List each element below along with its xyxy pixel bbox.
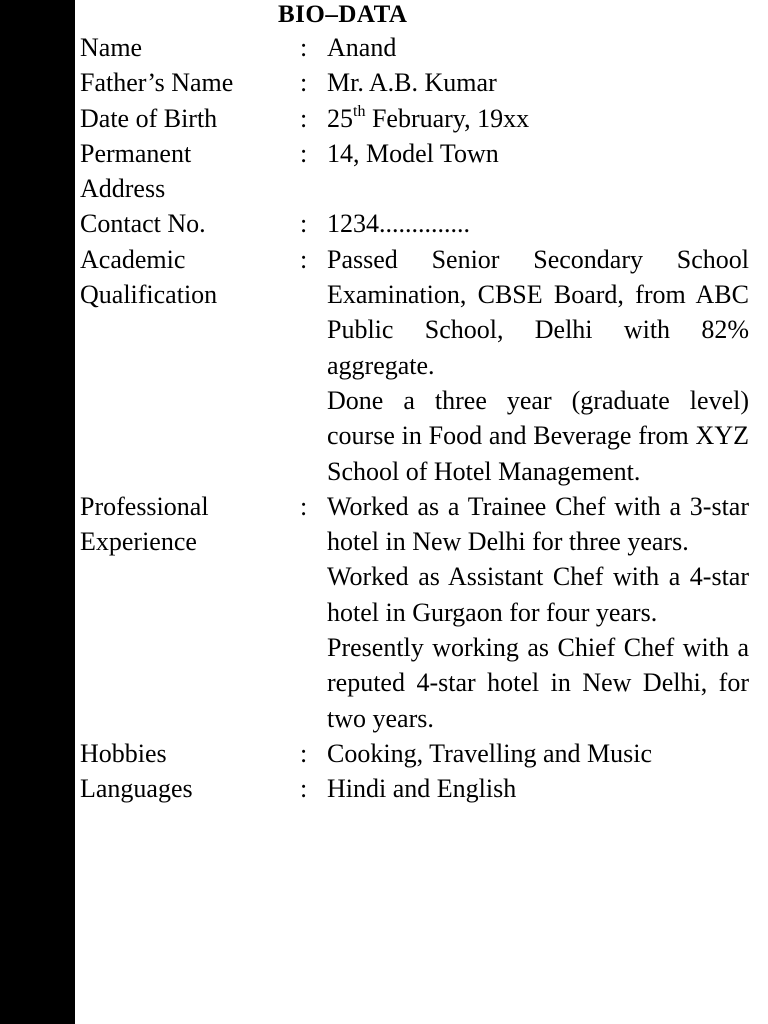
field-colon: : — [300, 68, 308, 98]
field-row-father-name — [80, 65, 752, 100]
field-value-name: Anand — [327, 33, 397, 62]
field-colon: : — [300, 103, 308, 133]
field-value-father-name: Mr. A.B. Kumar — [327, 68, 497, 98]
field-label-contact-no: Contact No. — [80, 209, 206, 239]
field-label-professional-experience: Professional Experience — [80, 491, 209, 557]
field-label-academic-qualification: Academic Qualification — [80, 244, 218, 310]
field-label-hobbies: Hobbies — [80, 738, 167, 768]
field-value-hobbies — [327, 736, 749, 771]
field-colon: : — [300, 138, 308, 168]
field-label-father-name: Father’s Name — [80, 68, 234, 98]
field-row-professional-experience — [80, 489, 752, 736]
document-title: BIO–DATA — [278, 1, 408, 28]
dob-day: 25 — [327, 103, 353, 133]
experience-paragraph: Worked as a Trainee Chef with a 3-star hotel in New Delhi for three years. — [327, 491, 749, 557]
field-row-hobbies — [80, 736, 752, 771]
field-row-date-of-birth — [80, 101, 752, 136]
field-colon: : — [300, 491, 308, 521]
field-row-academic-qualification — [80, 242, 752, 489]
field-value-professional-experience — [327, 489, 749, 736]
dob-ordinal-suffix: th — [353, 102, 366, 120]
field-label-permanent-address: Permanent Address — [80, 138, 192, 204]
field-label-languages: Languages — [80, 774, 193, 804]
field-colon: : — [300, 244, 308, 274]
scan-border-left — [0, 0, 75, 1024]
field-colon: : — [300, 774, 308, 804]
field-colon: : — [300, 738, 308, 768]
field-row-permanent-address — [80, 136, 752, 207]
field-label-date-of-birth: Date of Birth — [80, 103, 218, 133]
academic-paragraph: Passed Senior Secondary School Examination, CBSE Board, from ABC Public School, Delhi with 82% aggregate. — [327, 244, 749, 380]
dob-month-year: February, 19xx — [365, 103, 530, 133]
field-colon: : — [300, 209, 308, 239]
experience-paragraph: Worked as Assistant Chef with a 4-star hotel in Gurgaon for four years. — [327, 562, 749, 627]
field-colon: : — [300, 33, 308, 62]
field-value-contact-no: 1234.............. — [327, 209, 470, 239]
field-row-name — [80, 30, 752, 65]
experience-paragraph: Presently working as Chief Chef with a reputed 4-star hotel in New Delhi, for two years. — [327, 633, 749, 733]
bio-data-fields — [80, 30, 752, 807]
academic-paragraph: Done a three year (graduate level) course in Food and Beverage from XYZ School of Hotel Management. — [327, 385, 749, 486]
field-row-languages — [80, 771, 752, 806]
hobbies-text: Cooking, Travelling and Music — [327, 738, 653, 768]
field-value-permanent-address: 14, Model Town — [327, 138, 499, 168]
field-label-name: Name — [80, 33, 143, 62]
field-row-contact-no — [80, 206, 752, 241]
field-value-date-of-birth — [327, 101, 749, 136]
field-value-academic-qualification — [327, 242, 749, 489]
field-value-languages: Hindi and English — [327, 774, 517, 804]
